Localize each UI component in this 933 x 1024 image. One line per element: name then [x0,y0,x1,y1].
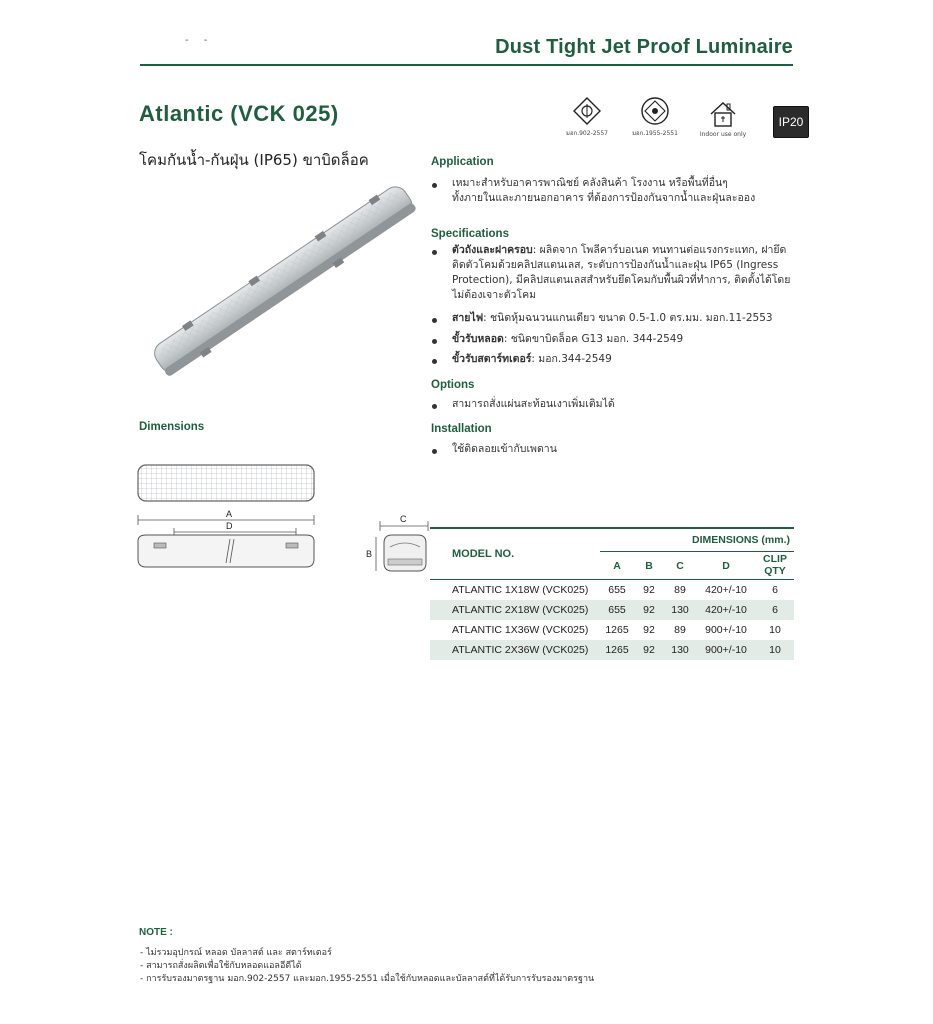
cert-caption: Indoor use only [699,131,747,138]
spec-housing-text: : ผลิตจาก โพลีคาร์บอเนต ทนทานต่อแรงกระแทก, ฝายึด [532,244,787,256]
indoor-use-mark [701,99,745,138]
dimension-drawing [136,463,436,583]
certification-row [565,96,813,138]
spec-lampholder-text: : ชนิดขาบิดล็อค G13 มอก. 344-2549 [503,333,684,345]
clip-cell: 6 [756,600,794,620]
options-line: สามารถสั่งแผ่นสะท้อนเงาเพิ่มเติมได้ [452,398,615,410]
indoor-house-icon [708,99,738,129]
model-header: MODEL NO. [452,548,515,560]
spec-housing-line-3: Protection), มีคลิปสแตนเลสสำหรับยึดโคมกับพื้นผิวที่ทำการ, ติดตั้งได้โดย [452,274,791,286]
d-cell: 420+/-10 [696,600,756,620]
cert-caption: มอก.902-2557 [566,130,608,137]
col-a-header: A [613,559,621,572]
note-line-1: - ไม่รวมอุปกรณ์ หลอด บัลลาสต์ และ สตาร์ทเตอร์ [140,948,332,958]
spec-starter-line [452,352,612,367]
clip-cell: 6 [772,584,778,596]
b-cell: 92 [643,584,655,596]
tis-mark-icon [640,96,670,126]
spec-housing-line-2: ติดตัวโคมด้วยคลิปสแตนเลส, ระดับการป้องกันน้ำและฝุ่น IP65 (Ingress [452,259,779,271]
product-title: Atlantic (VCK 025) [139,101,339,126]
c-cell: 89 [674,624,686,636]
d-cell: 900+/-10 [696,640,756,660]
bullet [432,359,437,364]
spec-wire-text: : ชนิดหุ้มฉนวนแกนเดียว ขนาด 0.5-1.0 ตร.มม. มอก.11-2553 [483,312,773,324]
spec-lampholder-label: ขั้วรับหลอด [452,333,504,345]
col-b-header: B [645,559,653,572]
installation-heading: Installation [431,423,492,435]
clip-cell: 10 [769,624,781,636]
col-clip-header: CLIP QTY [763,553,787,577]
tis-mark-1955 [633,96,677,138]
a-cell: 1265 [600,640,634,660]
application-heading: Application [431,156,494,168]
model-cell: ATLANTIC 1X36W (VCK025) [452,624,589,636]
tis-mark-icon [572,96,602,126]
page-header-title: Dust Tight Jet Proof Luminaire [495,36,793,58]
spec-wire-line [452,311,773,326]
note-line-2: - สามารถสั่งผลิตเพื่อใช้กับหลอดแอลอีดีได้ [140,961,302,971]
spec-housing-label: ตัวถังและฝาครอบ [452,244,533,256]
b-cell: 92 [643,624,655,636]
cert-caption: มอก.1955-2551 [632,130,678,137]
table-header-row-1 [430,528,794,552]
specifications-heading: Specifications [431,228,509,240]
spec-lampholder-line [452,332,683,347]
table-row [430,640,794,660]
a-cell: 1265 [605,624,629,636]
spec-housing-line-4: ไม่ต้องเจาะตัวโคม [452,289,537,301]
product-subtitle: โคมกันน้ำ-กันฝุ่น (IP65) ขาบิดล็อค [139,151,369,169]
luminaire-product-image [140,170,430,380]
spec-starter-label: ขั้วรับสตาร์ทเตอร์ [452,353,532,365]
spec-wire-label: สายไฟ [452,312,484,324]
d-cell: 420+/-10 [705,584,747,596]
ip-rating-badge: IP20 [773,106,809,138]
bullet [432,250,437,255]
application-line-1: เหมาะสำหรับอาคารพาณิชย์ คลังสินค้า โรงงาน หรือพื้นที่อื่นๆ [452,177,728,189]
spec-housing-line-1 [452,243,794,258]
a-cell: 655 [608,584,626,596]
header-divider [140,64,793,66]
dimensions-table [430,527,794,660]
col-c-header: C [676,559,684,572]
spec-starter-text: : มอก.344-2549 [531,353,612,365]
dimension-letter-c: C [400,514,407,524]
col-d-header: D [722,559,730,572]
c-cell: 130 [664,640,696,660]
options-heading: Options [431,379,475,391]
b-cell: 92 [634,640,664,660]
installation-line: ใช้ติดลอยเข้ากับเพดาน [452,443,557,455]
bullet [432,183,437,188]
model-cell: ATLANTIC 2X36W (VCK025) [430,640,600,660]
tis-mark-902 [565,96,609,138]
dimension-letter-a: A [226,509,233,519]
model-cell: ATLANTIC 1X18W (VCK025) [452,584,589,596]
bullet [432,449,437,454]
d-cell: 900+/-10 [705,624,747,636]
dimension-letter-d: D [226,521,233,531]
table-row [430,600,794,620]
note-heading: NOTE : [139,927,173,938]
header-dots: - - [185,35,214,46]
a-cell: 655 [600,600,634,620]
c-cell: 130 [664,600,696,620]
b-cell: 92 [634,600,664,620]
c-cell: 89 [674,584,686,596]
bullet [432,318,437,323]
table-row [430,620,794,640]
table-row [430,580,794,601]
dimensions-header: DIMENSIONS (mm.) [600,528,794,552]
clip-cell: 10 [756,640,794,660]
bullet [432,339,437,344]
ip-rating-mark [769,106,813,138]
dimensions-heading: Dimensions [139,421,205,433]
bullet [432,404,437,409]
dimension-letter-b: B [366,549,373,559]
note-line-3: - การรับรองมาตรฐาน มอก.902-2557 และมอก.1955-2551 เมื่อใช้กับหลอดและบัลลาสต์ที่ได้รับการรับรองมาตรฐาน [140,974,595,984]
model-cell: ATLANTIC 2X18W (VCK025) [430,600,600,620]
application-line-2: ทั้งภายในและภายนอกอาคาร ที่ต้องการป้องกันจากน้ำและฝุ่นละออง [452,192,756,204]
